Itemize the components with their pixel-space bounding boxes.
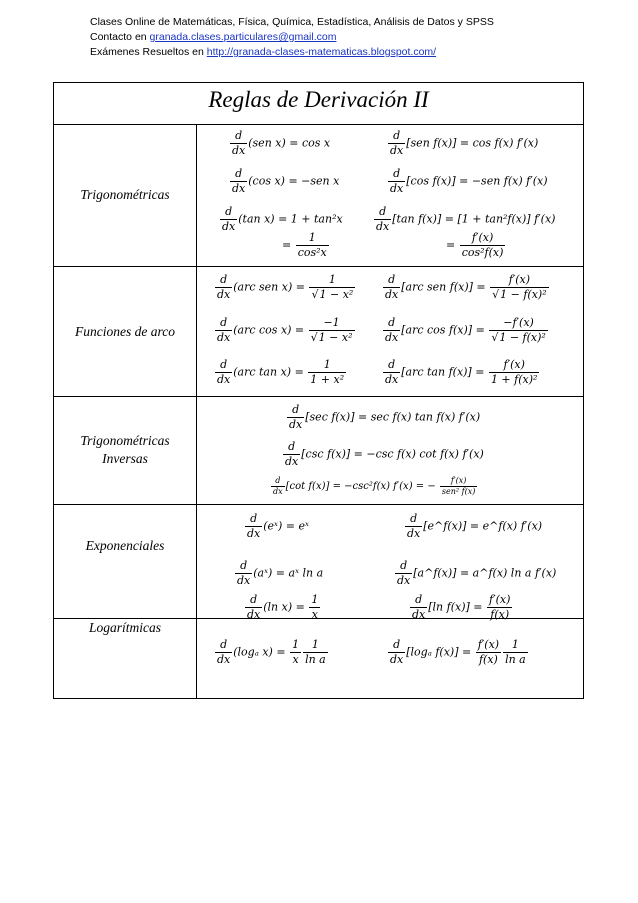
category-exponential: Exponenciales (85, 538, 165, 553)
rule-text: [tan f(x)] = [1 + tan²f(x)] f′(x) (392, 212, 556, 226)
rule-text: [ln f(x)] = (428, 600, 483, 614)
d-label: d (288, 440, 296, 453)
formula-d-arccos-fx (382, 316, 549, 345)
dx-label: dx (247, 608, 261, 621)
d-label: d (410, 512, 418, 525)
formula-d-ln-fx (409, 593, 513, 622)
denominator: x (309, 607, 320, 622)
denominator: ln a (505, 653, 526, 666)
table-title: Reglas de Derivación II (208, 87, 429, 112)
equals-sign: = (446, 238, 456, 252)
denominator: 1 + x² (310, 373, 345, 386)
numerator: 1 (328, 273, 336, 286)
rule-text: [sen f(x)] = cos f(x) f′(x) (406, 136, 539, 150)
formula-d-ln-x (244, 593, 321, 622)
dx-label: dx (385, 373, 399, 386)
rule-text: [logₐ f(x)] = (406, 645, 472, 659)
rule-text: (logₐ x) = (233, 645, 286, 659)
formula-d-tan-x-alt (282, 231, 330, 260)
dx-label: dx (289, 418, 303, 431)
d-label: d (388, 358, 396, 371)
radicand: 1 − x² (318, 331, 353, 344)
formula-d-sec-fx (286, 403, 480, 432)
formula-d-arcsen-fx (382, 273, 550, 302)
denominator: cos²f(x) (461, 246, 504, 259)
header-line-2 (90, 30, 494, 45)
rule-text: [cot f(x)] = −csc²f(x) f′(x) = − (285, 481, 436, 492)
numerator: 1 (323, 358, 331, 371)
derivative-rules-table (53, 82, 584, 699)
category-logarithmic: Logarítmicas (88, 620, 161, 635)
header-line-1: Clases Online de Matemáticas, Física, Química, Estadística, Análisis de Datos y SPSS (90, 16, 494, 28)
formula-d-cot-fx (270, 476, 478, 497)
formula-d-sen-fx (387, 129, 538, 158)
exams-label: Exámenes Resueltos en (90, 46, 207, 58)
dx-label: dx (232, 144, 246, 157)
numerator: 1 (311, 638, 319, 651)
dx-label: dx (217, 653, 231, 666)
row-divider (54, 396, 583, 397)
header-line-3 (90, 45, 494, 60)
d-label: d (393, 167, 401, 180)
formula-d-afx (394, 559, 556, 588)
d-label: d (220, 358, 228, 371)
category-inverse-trig-line2: Inversas (102, 451, 148, 466)
d-label: d (275, 476, 281, 485)
d-label: d (292, 403, 300, 416)
equals-sign: = (282, 238, 292, 252)
dx-label: dx (390, 182, 404, 195)
d-label: d (220, 316, 228, 329)
dx-label: dx (397, 574, 411, 587)
numerator: 1 (292, 638, 300, 651)
formula-d-tan-fx (373, 205, 555, 234)
rule-text: [arc cos f(x)] = (401, 323, 485, 337)
dx-label: dx (412, 608, 426, 621)
rule-text: [cos f(x)] = −sen f(x) f′(x) (406, 174, 548, 188)
denominator: f(x) (487, 607, 512, 622)
denominator: sen² f(x) (441, 487, 476, 496)
dx-label: dx (407, 527, 421, 540)
numerator: 1 (511, 638, 519, 651)
numerator: f′(x) (477, 638, 500, 651)
formula-d-ax (234, 559, 323, 588)
dx-label: dx (217, 288, 231, 301)
rule-text: (cos x) = −sen x (248, 174, 340, 188)
d-label: d (220, 638, 228, 651)
d-label: d (225, 205, 233, 218)
d-label: d (250, 512, 258, 525)
formula-d-arcsen-x (214, 273, 356, 302)
blog-link[interactable]: http://granada-clases-matematicas.blogspot.com/ (206, 46, 437, 58)
formula-d-loga-x (214, 638, 329, 667)
d-label: d (388, 316, 396, 329)
denominator: x (290, 652, 301, 667)
denominator: ln a (305, 653, 326, 666)
dx-label: dx (232, 182, 246, 195)
denominator: √1 − x² (311, 288, 354, 301)
row-divider (54, 504, 583, 505)
rule-text: (tan x) = 1 + tan²x (238, 212, 343, 226)
d-label: d (393, 638, 401, 651)
d-label: d (379, 205, 387, 218)
dx-label: dx (217, 331, 231, 344)
dx-label: dx (390, 653, 404, 666)
denominator: √1 − f(x)² (492, 288, 547, 301)
category-inverse-trig (54, 432, 196, 468)
formula-d-arctan-fx (382, 358, 540, 387)
d-label: d (393, 129, 401, 142)
dx-label: dx (237, 574, 251, 587)
formula-d-tan-x (219, 205, 343, 234)
column-divider (196, 124, 197, 698)
rule-text: [sec f(x)] = sec f(x) tan f(x) f′(x) (305, 410, 481, 424)
dx-label: dx (385, 331, 399, 344)
rule-text: (aˣ) = aˣ ln a (253, 566, 324, 580)
category-inverse-trig-line1: Trigonométricas (80, 433, 170, 448)
formula-d-cos-fx (387, 167, 548, 196)
rule-text: [csc f(x)] = −csc f(x) cot f(x) f′(x) (301, 447, 484, 461)
d-label: d (235, 167, 243, 180)
denominator: cos²x (297, 246, 327, 259)
d-label: d (235, 129, 243, 142)
dx-label: dx (217, 373, 231, 386)
d-label: d (220, 273, 228, 286)
numerator: −f′(x) (503, 316, 534, 329)
formula-d-arctan-x (214, 358, 347, 387)
row-divider (54, 266, 583, 267)
rule-text: (ln x) = (263, 600, 305, 614)
radicand: 1 − f(x)² (499, 331, 546, 344)
dx-label: dx (222, 220, 236, 233)
formula-d-csc-fx (282, 440, 484, 469)
rule-text: [arc sen f(x)] = (401, 280, 486, 294)
d-label: d (388, 273, 396, 286)
d-label: d (400, 559, 408, 572)
numerator: f′(x) (471, 231, 494, 244)
dx-label: dx (376, 220, 390, 233)
d-label: d (415, 593, 423, 606)
numerator: f′(x) (508, 273, 531, 286)
numerator: f′(x) (503, 358, 525, 371)
rule-text: (arc cos x) = (233, 323, 305, 337)
row-divider (54, 124, 583, 125)
formula-d-sen-x (229, 129, 330, 158)
d-label: d (240, 559, 248, 572)
formula-d-tan-fx-alt (446, 231, 506, 260)
rule-text: [a^f(x)] = a^f(x) ln a f′(x) (413, 566, 557, 580)
dx-label: dx (247, 527, 261, 540)
formula-d-ex (244, 512, 309, 541)
rule-text: (arc sen x) = (233, 280, 305, 294)
numerator: 1 (308, 231, 316, 244)
denominator: f(x) (476, 652, 501, 667)
contact-label: Contacto en (90, 31, 150, 43)
dx-label: dx (285, 455, 299, 468)
category-arc-functions: Funciones de arco (75, 324, 175, 339)
d-label: d (250, 593, 258, 606)
radicand: 1 − f(x)² (500, 288, 547, 301)
denominator: 1 + f(x)² (490, 373, 538, 386)
formula-d-efx (404, 512, 542, 541)
dx-label: dx (385, 288, 399, 301)
rule-text: [e^f(x)] = e^f(x) f′(x) (423, 519, 543, 533)
denominator: √1 − x² (310, 331, 353, 344)
rule-text: (arc tan x) = (233, 365, 304, 379)
formula-d-loga-fx (387, 638, 529, 667)
numerator: f′(x) (450, 476, 467, 485)
dx-label: dx (273, 487, 283, 496)
formula-d-cos-x (229, 167, 339, 196)
radicand: 1 − x² (319, 288, 354, 301)
page-header (90, 15, 494, 60)
numerator: −1 (323, 316, 340, 329)
category-trigonometric: Trigonométricas (80, 187, 170, 202)
denominator: √1 − f(x)² (491, 331, 546, 344)
dx-label: dx (390, 144, 404, 157)
email-link[interactable]: granada.clases.particulares@gmail.com (149, 31, 337, 43)
numerator: f′(x) (489, 593, 511, 606)
rule-text: (eˣ) = eˣ (263, 519, 309, 533)
formula-d-arccos-x (214, 316, 356, 345)
numerator: 1 (311, 593, 319, 606)
rule-text: [arc tan f(x)] = (401, 365, 485, 379)
rule-text: (sen x) = cos x (248, 136, 331, 150)
